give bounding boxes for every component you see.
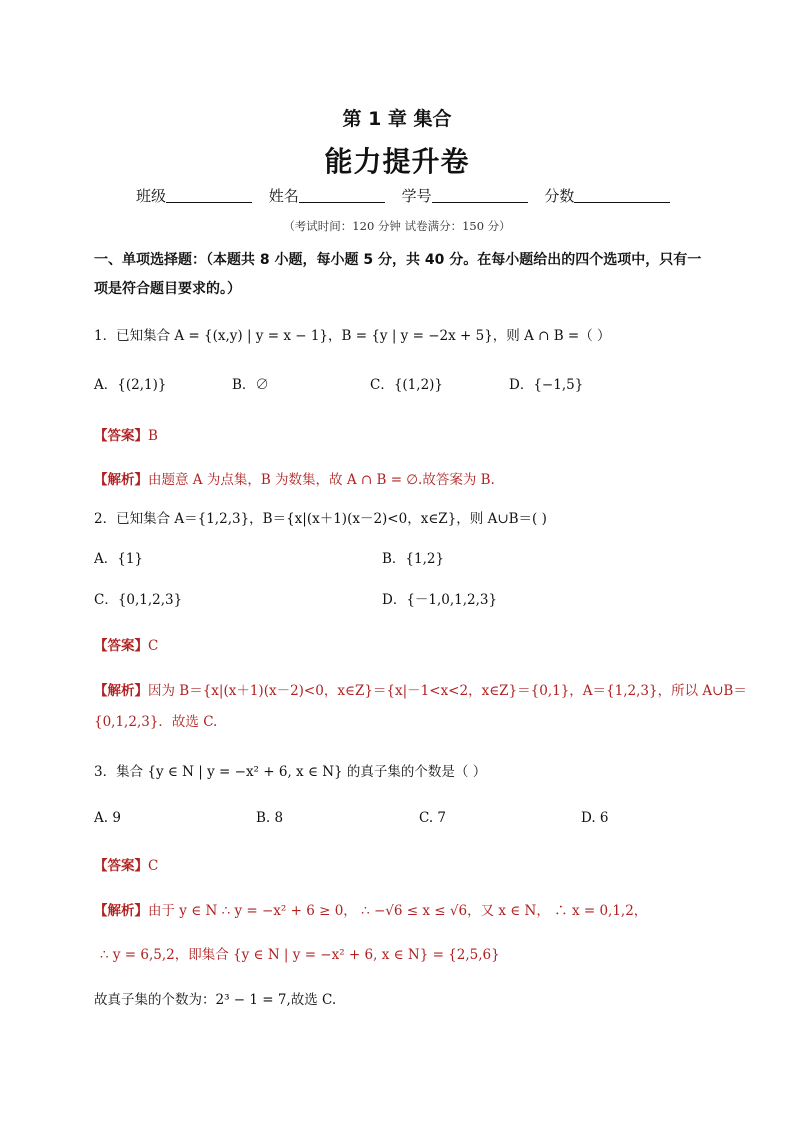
q1-option-d: D．{−1,5} <box>509 377 584 393</box>
q3-answer-value: C <box>148 858 159 874</box>
q2-option-c: C．{0,1,2,3} <box>94 592 183 608</box>
q3-option-d: D. 6 <box>581 810 609 826</box>
q2-answer <box>94 634 158 654</box>
q2-explain-text-2: {0,1,2,3}．故选 C. <box>94 714 218 730</box>
q3-answer <box>94 854 158 874</box>
q1-option-c: C．{(1,2)} <box>370 377 444 393</box>
q1-answer-tag: 【答案】 <box>94 428 148 444</box>
name-label: 姓名 <box>268 187 299 205</box>
section-heading: 一、单项选择题：（本题共 8 小题，每小题 5 分，共 40 分。在每小题给出的四个选项中，只有一项是符合题目要求的。） <box>94 252 702 297</box>
q2-explanation <box>94 679 747 699</box>
q3-conclusion: 故真子集的个数为：2³ − 1 = 7,故选 C. <box>94 992 337 1008</box>
q2-option-a: A．{1} <box>94 551 144 567</box>
id-blank[interactable] <box>432 188 528 203</box>
page-title: 能力提升卷 <box>324 145 470 178</box>
class-blank[interactable] <box>166 188 252 203</box>
q3-explanation <box>94 899 647 919</box>
q1-answer-value: B <box>148 428 158 444</box>
score-blank[interactable] <box>574 188 670 203</box>
q2-explain-tag: 【解析】 <box>94 683 148 699</box>
id-label: 学号 <box>401 187 432 205</box>
q1-option-a: A．{(2,1)} <box>94 377 167 393</box>
chapter-heading: 第 1 章 集合 <box>342 108 452 130</box>
q2-option-d: D．{－1,0,1,2,3} <box>382 592 498 608</box>
name-blank[interactable] <box>299 188 385 203</box>
q1-explanation <box>94 468 495 488</box>
q1-explain-tag: 【解析】 <box>94 472 148 488</box>
exam-timing: （考试时间：120 分钟 试卷满分：150 分） <box>283 219 511 233</box>
q3-option-c: C. 7 <box>419 810 447 826</box>
student-info-line <box>136 185 670 206</box>
q3-explain-text-2: ∴ y = 6,5,2，即集合 {y ∈ N | y = −x² + 6, x ∈ N} = {2,5,6} <box>100 947 500 963</box>
class-label: 班级 <box>136 187 167 205</box>
q2-answer-tag: 【答案】 <box>94 638 148 654</box>
q1-explain-text: 由题意 A 为点集，B 为数集，故 A ∩ B = ∅.故答案为 B. <box>148 472 495 488</box>
q3-explain-text-1: 由于 y ∈ N ∴ y = −x² + 6 ≥ 0， ∴ −√6 ≤ x ≤ √6，又 x ∈ N， ∴ x = 0,1,2， <box>148 903 648 919</box>
q1-option-b: B．∅ <box>232 377 269 393</box>
q3-answer-tag: 【答案】 <box>94 858 148 874</box>
score-label: 分数 <box>544 187 575 205</box>
q3-explain-tag: 【解析】 <box>94 903 148 919</box>
q2-answer-value: C <box>148 638 159 654</box>
q3-option-a: A. 9 <box>94 810 121 826</box>
q3-stem: 3．集合 {y ∈ N | y = −x² + 6, x ∈ N} 的真子集的个数是（ ） <box>94 764 487 780</box>
q2-option-b: B．{1,2} <box>382 551 445 567</box>
q1-stem: 1．已知集合 A = {(x,y) | y = x − 1}，B = {y | y = −2x + 5}，则 A ∩ B =（ ） <box>94 328 611 344</box>
q2-stem: 2．已知集合 A＝{1,2,3}，B＝{x|(x＋1)(x－2)<0，x∈Z}，则 A∪B＝( ) <box>94 511 547 527</box>
q1-answer <box>94 424 158 444</box>
q3-option-b: B. 8 <box>256 810 284 826</box>
q2-explain-text-1: 因为 B＝{x|(x＋1)(x－2)<0，x∈Z}＝{x|－1<x<2，x∈Z}＝{0,1}，A＝{1,2,3}，所以 A∪B＝ <box>148 683 747 699</box>
